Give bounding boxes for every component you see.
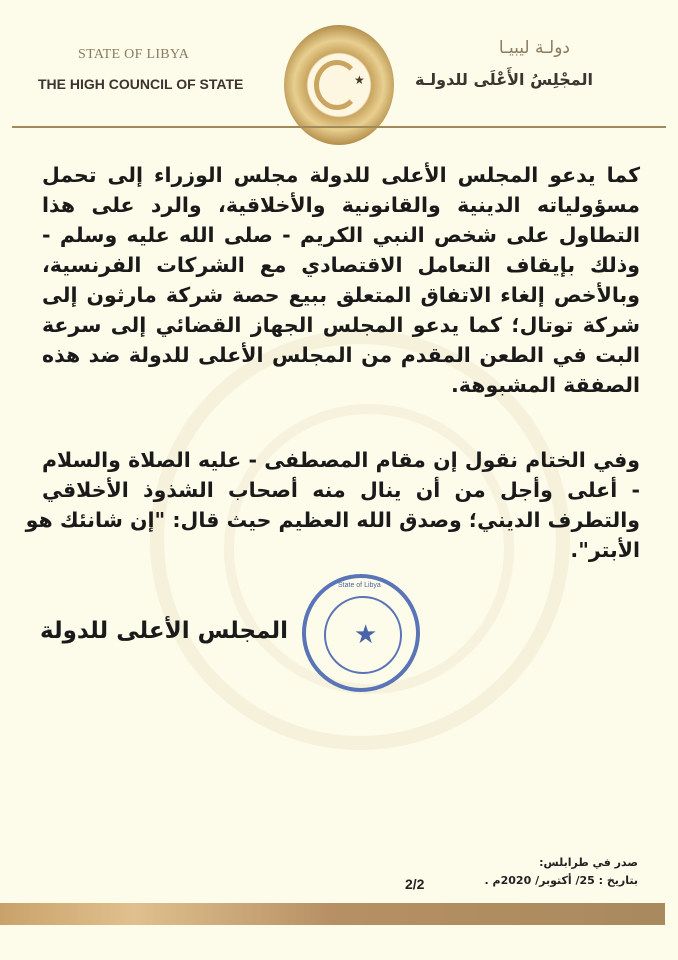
text-line: الصفقة المشبوهة. — [451, 373, 640, 397]
issued-date: بتاريخ : 25/ أكتوبر/ 2020م . — [484, 874, 638, 887]
text-line: كما يدعو المجلس الأعلى للدولة مجلس الوزراء إلى تحمل — [42, 163, 640, 187]
text-line: وفي الختام نقول إن مقام المصطفى - عليه الصلاة والسلام — [42, 448, 640, 472]
header-state-en: STATE OF LIBYA — [78, 47, 190, 62]
text-line: وذلك بإيقاف التعامل الاقتصادي مع الشركات الفرنسية، — [42, 253, 640, 277]
text-line: وبالأخص إلغاء الاتفاق المتعلق ببيع حصة شركة مارثون إلى — [42, 283, 640, 307]
header-council-ar: المجْلِسُ الأَعْلَى للدولـة — [415, 70, 593, 89]
paragraph-1 — [42, 160, 640, 400]
signature: المجلس الأعلى للدولة — [40, 618, 289, 644]
issued-place: صدر في طرابلس: — [539, 856, 638, 869]
text-line: الأبتر". — [570, 538, 640, 562]
text-line: شركة توتال؛ كما يدعو المجلس الجهاز القضائي إلى سرعة — [42, 313, 640, 337]
text-line: - أعلى وأجل من أن ينال منه أصحاب الشذوذ الأخلاقي — [42, 478, 640, 502]
stamp-caption: State of Libya — [338, 582, 381, 589]
text-line: والتطرف الديني؛ وصدق الله العظيم حيث قال: "إن شانئك هو — [25, 508, 640, 532]
text-line: مسؤولياته الدينية والقانونية والأخلاقية، والرد على هذا — [42, 193, 640, 217]
header-council-en: THE HIGH COUNCIL OF STATE — [38, 76, 244, 92]
stamp-inner-ring — [324, 596, 402, 674]
text-line: البت في الطعن المقدم من المجلس الأعلى للدولة ضد هذه — [42, 343, 640, 367]
footer-bar — [0, 903, 665, 925]
star-icon: ★ — [354, 73, 365, 87]
paragraph-2 — [25, 445, 640, 565]
page-number: 2/2 — [405, 876, 425, 892]
header-state-ar: دولـة ليبيـا — [498, 38, 570, 58]
star-icon: ★ — [354, 620, 378, 650]
text-line: التطاول على شخص النبي الكريم - صلى الله عليه وسلم - — [42, 223, 640, 247]
header-divider — [12, 126, 666, 128]
official-stamp — [302, 574, 420, 692]
